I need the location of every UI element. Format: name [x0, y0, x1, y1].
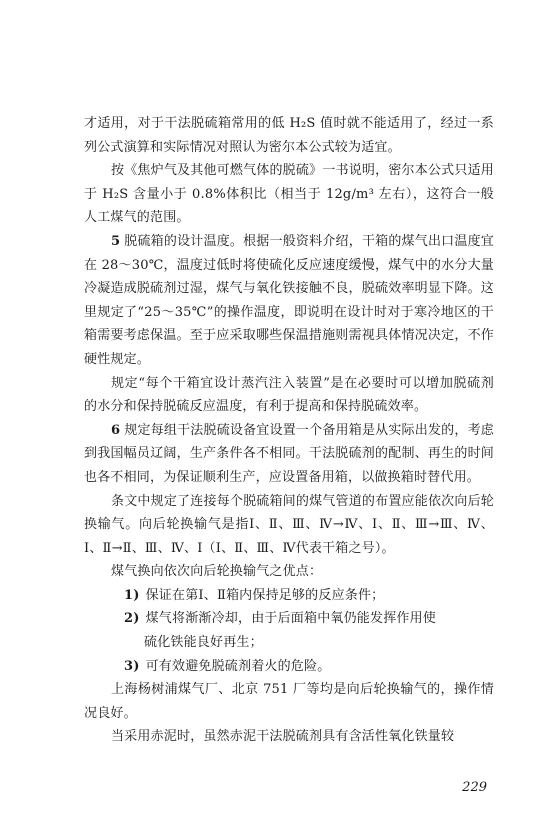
list-text: 保证在第Ⅰ、Ⅱ箱内保持足够的反应条件；	[145, 587, 385, 603]
list-item	[84, 607, 494, 654]
page-body	[84, 112, 494, 749]
list-item	[84, 655, 494, 679]
section-number: 6	[111, 422, 121, 438]
paragraph-advantages-intro: 煤气换向依次向后轮换输气之优点：	[111, 564, 323, 580]
list-number: 2)	[124, 611, 140, 627]
page-number: 229	[462, 780, 487, 795]
list-number: 1)	[124, 587, 140, 603]
list-text-continuation: 硫化铁能良好再生；	[144, 635, 263, 651]
list-text: 可有效避免脱硫剂着火的危险。	[145, 658, 331, 674]
section-number: 5	[111, 233, 121, 249]
paragraph-standby-box	[84, 419, 494, 490]
paragraph-millburn-formula: 按《焦炉气及其他可燃气体的脱硫》一书说明，密尔本公式只适用于 H₂S 含量小于 0.8%体积比（相当于 12g/m³ 左右），这符合一般人工煤气的范围。	[84, 163, 494, 226]
paragraph-examples: 上海杨树浦煤气厂、北京 751 厂等均是向后轮换输气的，操作情况良好。	[84, 682, 494, 721]
list-text: 煤气将渐渐冷却，由于后面箱中氧仍能发挥作用使	[145, 611, 437, 627]
paragraph-text: 脱硫箱的设计温度。根据一般资料介绍，干箱的煤气出口温度宜在 28～30℃，温度过低时将使硫化反应速度缓慢，煤气中的水分大量冷凝造成脱硫剂过湿，煤气与氧化铁接触不良，脱硫效率明显下降。这里规定了“25～35℃”的操作温度，即说明在设计时对于寒冷地区的干箱需要考虑保温。至于应采取哪些保温措施则需视具体情况决定，不作硬性规定。	[84, 233, 494, 367]
paragraph-steam-injection: 规定“每个干箱宜设计蒸汽注入装置”是在必要时可以增加脱硫剂的水分和保持脱硫反应温度，有利于提高和保持脱硫效率。	[84, 375, 494, 415]
paragraph-continuation: 才适用，对于干法脱硫箱常用的低 H₂S 值时就不能适用了，经过一系列公式演算和实际情况对照认为密尔本公式较为适宜。	[84, 116, 494, 155]
list-number: 3)	[124, 658, 140, 674]
paragraph-text: 规定每组干法脱硫设备宜设置一个备用箱是从实际出发的，考虑到我国幅员辽阔，生产条件各不相同。干法脱硫剂的配制、再生的时间也各不相同，为保证顺利生产，应设置备用箱，以做换箱时替代用。	[84, 422, 494, 485]
list-item	[84, 584, 494, 608]
paragraph-red-mud: 当采用赤泥时，虽然赤泥干法脱硫剂具有含活性氧化铁量较	[111, 729, 455, 745]
paragraph-design-temperature	[84, 230, 494, 372]
paragraph-rotation: 条文中规定了连接每个脱硫箱间的煤气管道的布置应能依次向后轮换输气。向后轮换输气是指Ⅰ、Ⅱ、Ⅲ、Ⅳ→Ⅳ、Ⅰ、Ⅱ、Ⅲ→Ⅲ、Ⅳ、Ⅰ、Ⅱ→Ⅱ、Ⅲ、Ⅳ、Ⅰ（Ⅰ、Ⅱ、Ⅲ、Ⅳ代表干箱之号）。	[84, 493, 494, 556]
